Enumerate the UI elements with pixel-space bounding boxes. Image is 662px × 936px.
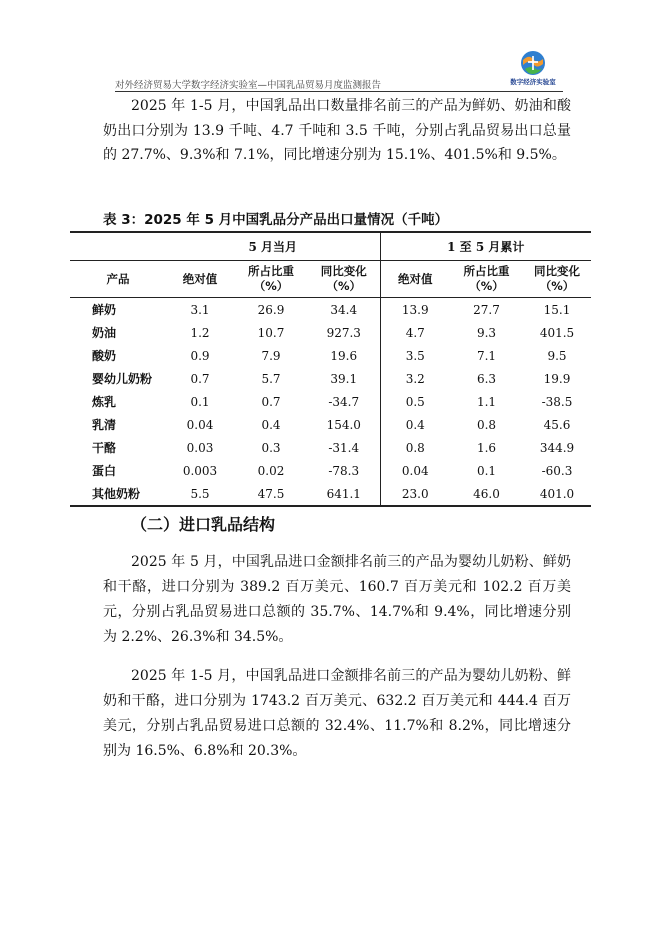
col-may-abs: 绝对值 [166, 261, 234, 298]
value-cell-y-share: 27.7 [473, 302, 500, 317]
table-caption: 表 3：2025 年 5 月中国乳品分产品出口量情况（千吨） [103, 212, 449, 228]
table-row [70, 298, 591, 322]
table-row [70, 436, 591, 459]
export-volume-table [70, 231, 591, 507]
value-cell-m-abs: 0.04 [186, 417, 214, 432]
table-row [70, 321, 591, 344]
product-cell: 婴幼儿奶粉 [92, 372, 153, 386]
value-cell-y-abs: 13.9 [401, 302, 429, 317]
value-cell-y-share: 6.3 [476, 371, 497, 386]
value-cell-y-abs: 23.0 [380, 482, 450, 506]
value-cell-m-share: 10.7 [257, 325, 285, 340]
paragraph-import-ytd: 2025 年 1-5 月，中国乳品进口金额排名前三的产品为婴幼儿奶粉、鲜奶和干酪，进口分别为 1743.2 百万美元、632.2 百万美元和 444.4 百万美元，分别占乳品贸易进口总额的 32.4%、11.7%和 8.2%，同比增速分别为 16.5%、6.8%和 20.3%。 [103, 668, 571, 759]
col-ytd-yoy: 同比变化 （%） [523, 261, 591, 298]
value-cell-y-share: 0.1 [476, 463, 497, 478]
product-cell: 酸奶 [92, 349, 117, 363]
value-cell-y-yoy: 344.9 [539, 440, 575, 455]
value-cell-y-yoy: 15.1 [543, 302, 571, 317]
group-header-may: 5 月当月 [166, 232, 380, 261]
value-cell-y-share: 7.1 [476, 348, 497, 363]
value-cell-y-yoy: -38.5 [541, 394, 573, 409]
header-divider [115, 91, 563, 92]
value-cell-m-abs: 3.1 [190, 302, 210, 317]
table-row [70, 344, 591, 367]
col-may-yoy: 同比变化 （%） [308, 261, 380, 298]
section-heading-import: （二）进口乳品结构 [131, 515, 276, 534]
product-cell: 奶油 [92, 326, 117, 340]
value-cell-y-yoy: 401.0 [523, 482, 591, 506]
table-column-header [70, 261, 591, 298]
value-cell-y-share: 1.1 [476, 394, 497, 409]
table-row [70, 413, 591, 436]
table-row [70, 367, 591, 390]
value-cell-m-share: 0.7 [261, 394, 281, 409]
value-cell-y-yoy: 401.5 [539, 325, 575, 340]
header-title: 对外经济贸易大学数字经济实验室—中国乳品贸易月度监测报告 [115, 80, 382, 91]
table-row [70, 482, 591, 506]
value-cell-m-abs: 0.003 [182, 463, 218, 478]
value-cell-m-abs: 0.9 [190, 348, 210, 363]
table-group-header [70, 232, 591, 261]
value-cell-y-yoy: 19.9 [543, 371, 571, 386]
value-cell-y-share: 1.6 [476, 440, 497, 455]
value-cell-m-share: 47.5 [234, 482, 308, 506]
value-cell-y-abs: 4.7 [405, 325, 425, 340]
product-cell: 炼乳 [92, 395, 117, 409]
paragraph-import-may: 2025 年 5 月，中国乳品进口金额排名前三的产品为婴幼儿奶粉、鲜奶和干酪，进口分别为 389.2 百万美元、160.7 百万美元和 102.2 百万美元，分别占乳品贸易进口总额的 35.7%、14.7%和 9.4%，同比增速分别为 2.2%、26.3%和 34.5%。 [103, 554, 571, 645]
value-cell-m-yoy: 34.4 [308, 298, 380, 322]
value-cell-m-yoy: -78.3 [308, 459, 380, 482]
value-cell-m-share: 26.9 [257, 302, 285, 317]
value-cell-y-abs: 0.8 [405, 440, 425, 455]
value-cell-y-abs: 0.04 [401, 463, 429, 478]
table-row [70, 459, 591, 482]
value-cell-y-yoy: 9.5 [547, 348, 567, 363]
col-ytd-share: 所占比重 （%） [450, 261, 523, 298]
group-header-ytd: 1 至 5 月累计 [380, 232, 591, 261]
value-cell-y-abs: 0.4 [405, 417, 425, 432]
group-header-blank [70, 232, 166, 261]
value-cell-m-abs: 0.1 [190, 394, 210, 409]
product-cell: 其他奶粉 [70, 482, 166, 506]
page-header [115, 50, 563, 92]
value-cell-m-share: 0.4 [261, 417, 281, 432]
globe-logo-icon [520, 50, 546, 76]
value-cell-m-abs: 5.5 [166, 482, 234, 506]
col-may-share: 所占比重 （%） [234, 261, 308, 298]
value-cell-m-abs: 1.2 [190, 325, 210, 340]
table-row [70, 390, 591, 413]
value-cell-y-abs: 3.2 [405, 371, 425, 386]
value-cell-y-yoy: -60.3 [541, 463, 573, 478]
product-cell: 干酪 [92, 441, 117, 455]
product-cell: 乳清 [92, 418, 117, 432]
value-cell-y-share: 0.8 [476, 417, 497, 432]
paragraph-export-summary: 2025 年 1-5 月，中国乳品出口数量排名前三的产品为鲜奶、奶油和酸奶出口分别为 13.9 千吨、4.7 千吨和 3.5 千吨，分别占乳品贸易出口总量的 27.7%、9.3%和 7.1%，同比增速分别为 15.1%、401.5%和 9.5%。 [103, 98, 571, 163]
value-cell-m-share: 0.3 [261, 440, 281, 455]
value-cell-m-share: 5.7 [261, 371, 281, 386]
value-cell-y-share: 46.0 [450, 482, 523, 506]
value-cell-m-share: 0.02 [257, 463, 285, 478]
value-cell-m-yoy: 39.1 [308, 367, 380, 390]
product-cell: 蛋白 [92, 464, 117, 478]
value-cell-y-share: 9.3 [476, 325, 497, 340]
value-cell-m-yoy: 641.1 [308, 482, 380, 506]
value-cell-m-yoy: 19.6 [308, 344, 380, 367]
value-cell-m-yoy: 927.3 [308, 321, 380, 344]
lab-logo [503, 50, 563, 90]
col-product: 产品 [70, 261, 166, 298]
value-cell-m-yoy: -31.4 [308, 436, 380, 459]
value-cell-y-abs: 0.5 [405, 394, 425, 409]
value-cell-y-abs: 3.5 [405, 348, 425, 363]
value-cell-m-yoy: 154.0 [308, 413, 380, 436]
logo-label: 数字经济实验室 [510, 78, 556, 86]
value-cell-m-abs: 0.7 [190, 371, 210, 386]
col-ytd-abs: 绝对值 [380, 261, 450, 298]
product-cell: 鲜奶 [92, 303, 117, 317]
value-cell-y-yoy: 45.6 [543, 417, 571, 432]
value-cell-m-abs: 0.03 [186, 440, 214, 455]
value-cell-m-yoy: -34.7 [308, 390, 380, 413]
value-cell-m-share: 7.9 [261, 348, 281, 363]
